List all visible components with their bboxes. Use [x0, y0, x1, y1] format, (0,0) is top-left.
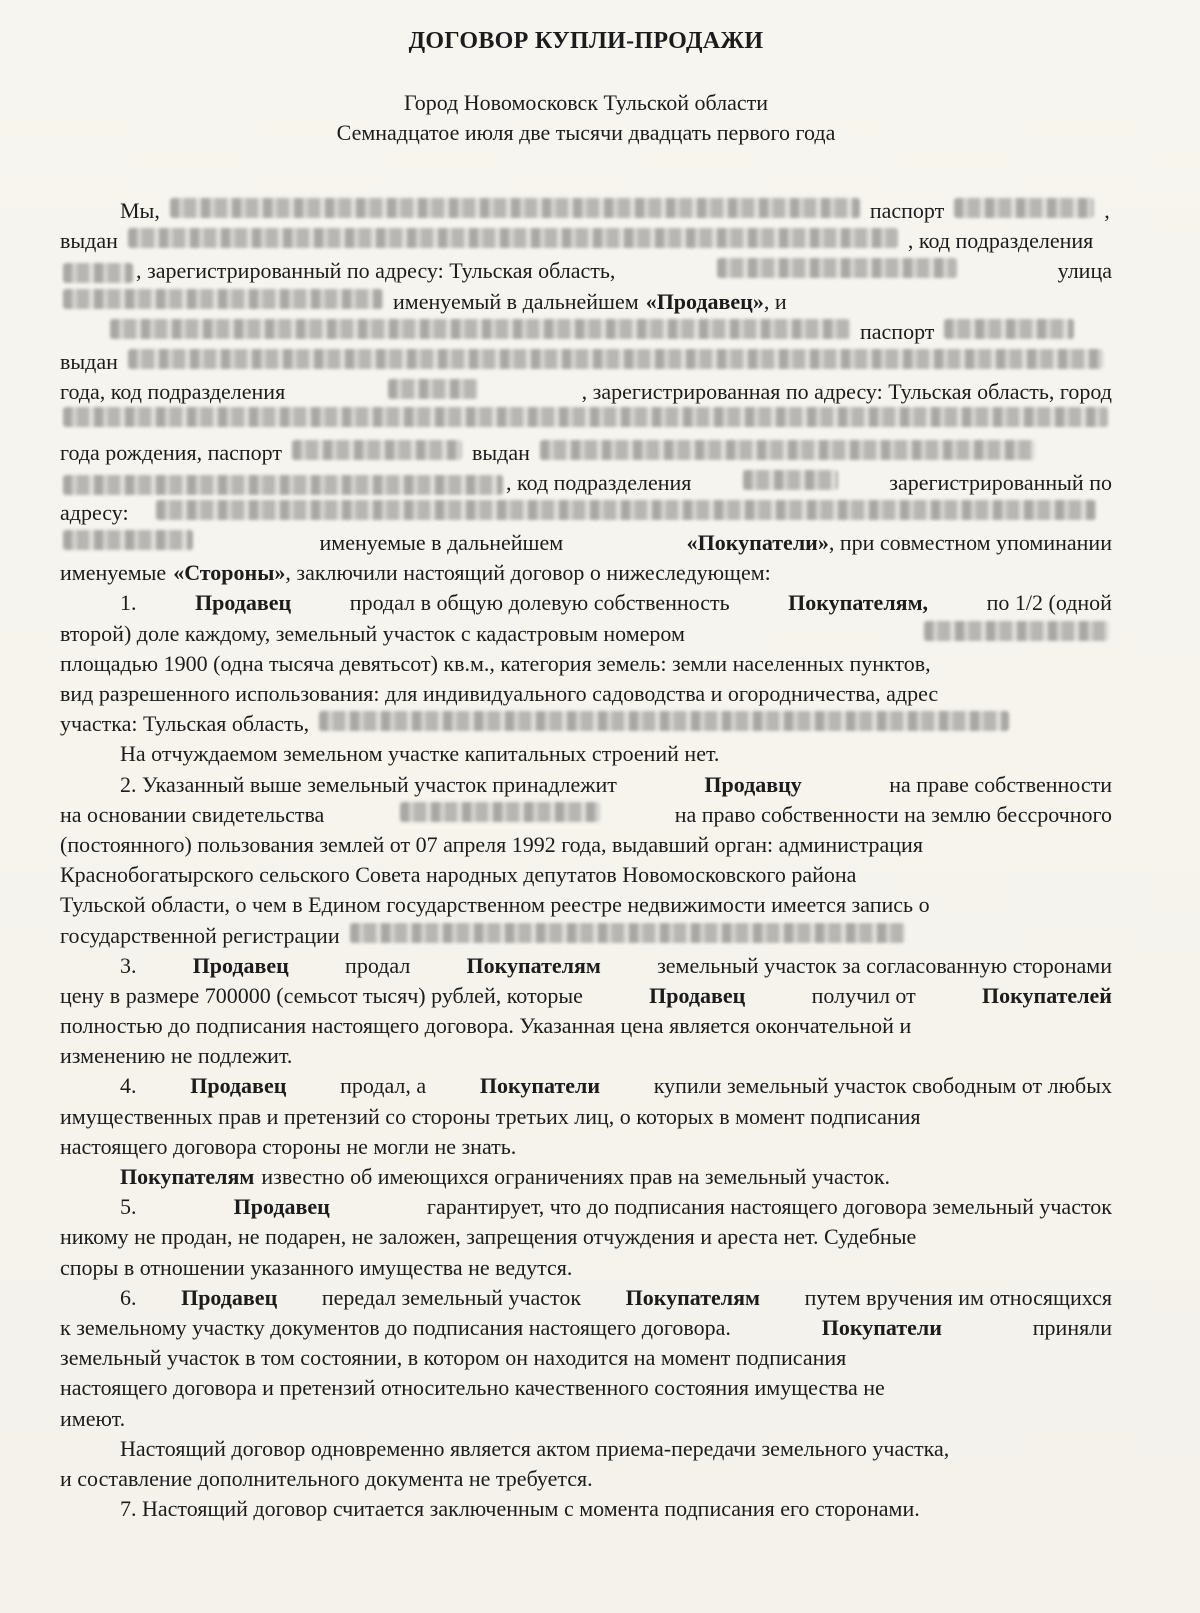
clause-6: 6. Продавец передал земельный участок Покупателям путем вручения им относящихся [120, 1284, 1112, 1310]
text-line: настоящего договора и претензий относительно качественного состояния имущества не [60, 1375, 885, 1401]
redacted-passport [944, 319, 1074, 339]
redacted-code [743, 470, 838, 490]
redacted-address [63, 407, 1108, 427]
text-line: адресу: [60, 498, 1112, 528]
text-line: , код подразделения зарегистрированный по [60, 468, 1112, 498]
text-line: имеют. [60, 1405, 126, 1431]
text-line: именуемые «Стороны», заключили настоящий договор о нижеследующем: [60, 560, 771, 586]
text-line: года, код подразделения , зарегистрированная по адресу: Тульская область, город [60, 379, 1112, 405]
redacted-buyer-name [110, 319, 850, 339]
text-line: вид разрешенного использования: для индивидуального садоводства и огородничества, адрес [60, 681, 939, 706]
text-line: Настоящий договор одновременно является актом приема-передачи земельного участка, [120, 1435, 950, 1461]
text-line: Мы, паспорт , [120, 198, 1110, 223]
text-line: участка: Тульская область, [60, 709, 1112, 739]
text-line: на основании свидетельства на право собственности на землю бессрочного [60, 801, 1112, 827]
text-line: выдан , код подразделения [60, 228, 1094, 254]
text-line: полностью до подписания настоящего договора. Указанная цена является окончательной и [60, 1013, 912, 1039]
text-line: именуемые в дальнейшем «Покупатели», при совместном упоминании [60, 528, 1112, 558]
text-line: изменению не подлежит. [60, 1043, 293, 1069]
clause-4: 4. Продавец продал, а Покупатели купили земельный участок свободным от любых [120, 1073, 1112, 1099]
clause-5: 5. Продавец гарантирует, что до подписания настоящего договора земельный участок [120, 1194, 1112, 1220]
text-line: цену в размере 700000 (семьсот тысяч) рублей, которые Продавец получил от Покупателей [60, 982, 1112, 1008]
text-line: никому не продан, не подарен, не заложен, запрещения отчуждения и ареста нет. Судебные [60, 1224, 917, 1250]
text-line: имущественных прав и претензий со стороны третьих лиц, о которых в момент подписания [60, 1103, 921, 1129]
redacted-registration [350, 923, 905, 943]
text-line: именуемый в дальнейшем «Продавец», и [60, 287, 1112, 317]
text-line: споры в отношении указанного имущества не ведутся. [60, 1254, 573, 1280]
redacted-code [63, 263, 133, 283]
redacted-address [63, 530, 193, 550]
redacted-plot-address [319, 711, 1009, 731]
text-line: Тульской области, о чем в Едином государственном реестре недвижимости имеется запись о [60, 892, 930, 918]
redacted-cadastral-number [924, 621, 1109, 641]
redacted-seller-name [170, 198, 860, 218]
text-line: паспорт [60, 317, 1112, 347]
redacted-address [156, 500, 1096, 520]
text-line: , зарегистрированный по адресу: Тульская область, улица [60, 256, 1112, 286]
document-date: Семнадцатое июля две тысячи двадцать первого года [336, 120, 836, 145]
text-line: (постоянного) пользования землей от 07 апреля 1992 года, выдавший орган: администрация [60, 831, 923, 857]
clause-2: 2. Указанный выше земельный участок принадлежит Продавцу на праве собственности [120, 771, 1112, 797]
text-line: Краснобогатырского сельского Совета народных депутатов Новомосковского района [60, 862, 857, 888]
redacted-address [717, 258, 957, 278]
redacted-issuer [540, 440, 1035, 460]
text-line: земельный участок в том состоянии, в котором он находится на момент подписания [60, 1345, 847, 1371]
contract-body [60, 196, 1112, 1524]
text-line: На отчуждаемом земельном участке капитальных строений нет. [120, 741, 720, 767]
clause-7: 7. Настоящий договор считается заключенным с момента подписания его сторонами. [120, 1496, 920, 1522]
clause-3: 3. Продавец продал Покупателям земельный участок за согласованную сторонами [120, 952, 1112, 978]
text-line: настоящего договора стороны не могли не знать. [60, 1133, 517, 1159]
redacted-passport [954, 198, 1094, 218]
document-title: ДОГОВОР КУПЛИ-ПРОДАЖИ [408, 28, 764, 54]
redacted-code [388, 379, 478, 399]
text-line: и составление дополнительного документа не требуется. [60, 1465, 593, 1491]
redacted-passport [292, 440, 462, 460]
redacted-issuer [63, 475, 503, 495]
clause-1: 1. Продавец продал в общую долевую собственность Покупателям, по 1/2 (одной [120, 590, 1112, 616]
text-line [60, 407, 1112, 437]
text-line: государственной регистрации [60, 921, 1112, 951]
text-line: второй) доле каждому, земельный участок с кадастровым номером [60, 619, 1112, 649]
document-city: Город Новомосковск Тульской области [403, 90, 769, 115]
text-line: Покупателям известно об имеющихся ограничениях прав на земельный участок. [120, 1164, 891, 1189]
text-line: выдан [60, 347, 1112, 377]
redacted-certificate [400, 802, 600, 822]
text-line: площадью 1900 (одна тысяча девятьсот) кв.м., категория земель: земли населенных пунктов, [60, 650, 931, 676]
redacted-issuer [128, 228, 898, 248]
redacted-issuer [128, 349, 1103, 369]
text-line: года рождения, паспорт выдан [60, 438, 1112, 468]
text-line: к земельному участку документов до подписания настоящего договора. Покупатели приняли [60, 1314, 1112, 1340]
redacted-address [63, 289, 383, 309]
